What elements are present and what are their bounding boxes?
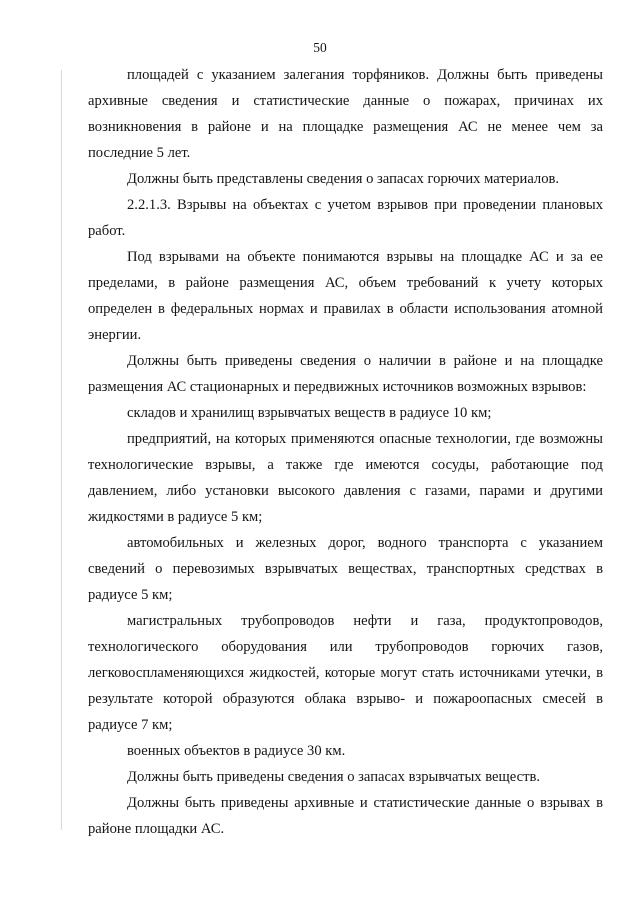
list-item-military-objects: военных объектов в радиусе 30 км. <box>127 743 346 759</box>
scan-edge-line <box>61 70 62 830</box>
paragraph-section-heading: 2.2.1.3. Взрывы на объектах с учетом взрывов при проведении плановых работ. <box>88 197 603 239</box>
list-item-transport-routes: автомобильных и железных дорог, водного транспорта с указанием сведений о перевозимых взрывчатых веществах, транспортных средствах в радиусе 5 км; <box>88 535 603 603</box>
list-item-pipelines: магистральных трубопроводов нефти и газа, продуктопроводов, технологического оборудования или трубопроводов горючих газов, легковоспламеняющихся жидкостей, которые могут стать источниками утечки, в результате которой образуются облака взрыво- и пожароопасных смесей в радиусе 7 км; <box>88 613 603 733</box>
paragraph-explosion-archive-data: Должны быть приведены архивные и статистические данные о взрывах в районе площадки АС. <box>88 795 603 837</box>
paragraph-explosion-sources: Должны быть приведены сведения о наличии в районе и на площадке размещения АС стационарных и передвижных источников возможных взрывов: <box>88 353 603 395</box>
document-body <box>88 62 603 842</box>
list-item-hazardous-enterprises: предприятий, на которых применяются опасные технологии, где возможны технологические взрывы, а также где имеются сосуды, работающие под давлением, либо установки высокого давления с газами, парами и другими жидкостями в радиусе 5 км; <box>88 431 603 525</box>
page-number: 50 <box>313 40 327 55</box>
paragraph-explosions-definition: Под взрывами на объекте понимаются взрывы на площадке АС и за ее пределами, в районе размещения АС, объем требований к учету которых определен в федеральных нормах и правилах в области использования атомной энергии. <box>88 249 603 343</box>
paragraph-peat-fires: площадей с указанием залегания торфяников. Должны быть приведены архивные сведения и статистические данные о пожарах, причинах их возникновения в районе и на площадке размещения АС не менее чем за последние 5 лет. <box>88 67 603 161</box>
paragraph-combustible-materials: Должны быть представлены сведения о запасах горючих материалов. <box>127 171 560 187</box>
list-item-explosive-warehouses: складов и хранилищ взрывчатых веществ в радиусе 10 км; <box>127 405 492 421</box>
paragraph-explosive-stocks: Должны быть приведены сведения о запасах взрывчатых веществ. <box>127 769 540 785</box>
